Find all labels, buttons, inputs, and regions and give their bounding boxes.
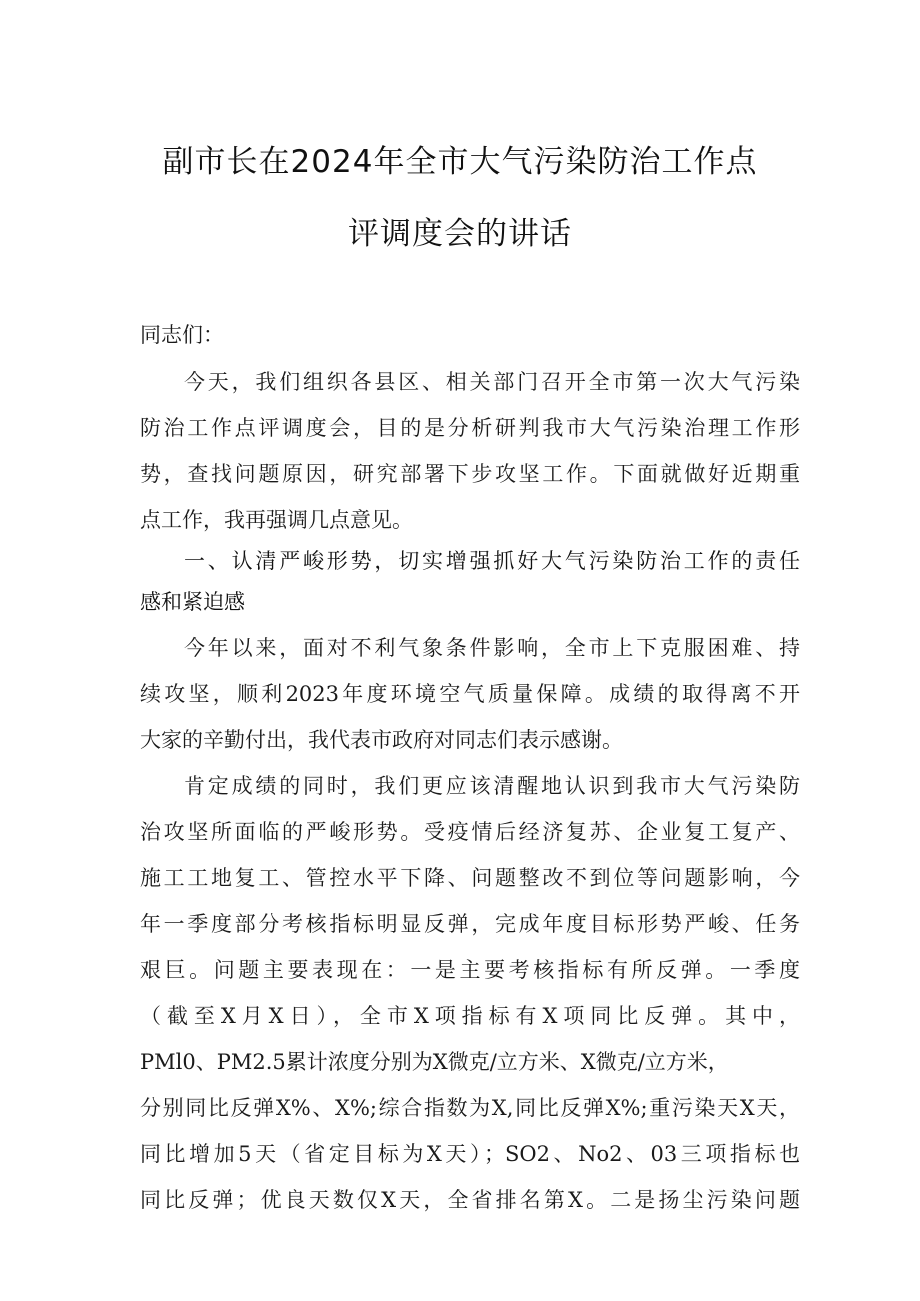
document-title-line-1: 副市长在2024年全市大气污染防治工作点 (162, 144, 758, 180)
document-title-line-2: 评调度会的讲话 (348, 216, 572, 252)
body-line: 防治工作点评调度会，目的是分析研判我市大气污染治理工作形 (140, 416, 800, 440)
body-line: 续攻坚，顺利2023年度环境空气质量保障。成绩的取得离不开 (140, 682, 800, 706)
body-line: 今天，我们组织各县区、相关部门召开全市第一次大气污染 (184, 370, 800, 394)
body-line: 年一季度部分考核指标明显反弹，完成年度目标形势严峻、任务 (140, 912, 800, 936)
body-line: 同比增加5天（省定目标为X天）；SO2、No2、03三项指标也 (140, 1142, 800, 1166)
body-line: 施工工地复工、管控水平下降、问题整改不到位等问题影响，今 (140, 866, 800, 890)
body-line: 分别同比反弹X%、X%;综合指数为X,同比反弹X%;重污染天X天， (140, 1096, 800, 1120)
body-line: 肯定成绩的同时，我们更应该清醒地认识到我市大气污染防 (184, 774, 800, 798)
body-line: （截至X月X日），全市X项指标有X项同比反弹。其中， (140, 1004, 800, 1028)
body-line: 治攻坚所面临的严峻形势。受疫情后经济复苏、企业复工复产、 (140, 820, 800, 844)
salutation: 同志们： (140, 323, 224, 347)
section-heading-line: 感和紧迫感 (140, 590, 245, 614)
body-line: 今年以来，面对不利气象条件影响，全市上下克服困难、持 (184, 636, 800, 660)
section-heading-line: 一、认清严峻形势，切实增强抓好大气污染防治工作的责任 (184, 549, 800, 573)
body-line: 点工作，我再强调几点意见。 (140, 508, 413, 532)
body-line: 同比反弹；优良天数仅X天，全省排名第X。二是扬尘污染问题 (140, 1188, 800, 1212)
body-line: PMl0、PM2.5累计浓度分别为X微克/立方米、X微克/立方米， (140, 1050, 729, 1074)
body-line: 大家的辛勤付出，我代表市政府对同志们表示感谢。 (140, 728, 623, 752)
body-line: 艰巨。问题主要表现在：一是主要考核指标有所反弹。一季度 (140, 958, 800, 982)
body-line: 势，查找问题原因，研究部署下步攻坚工作。下面就做好近期重 (140, 462, 800, 486)
